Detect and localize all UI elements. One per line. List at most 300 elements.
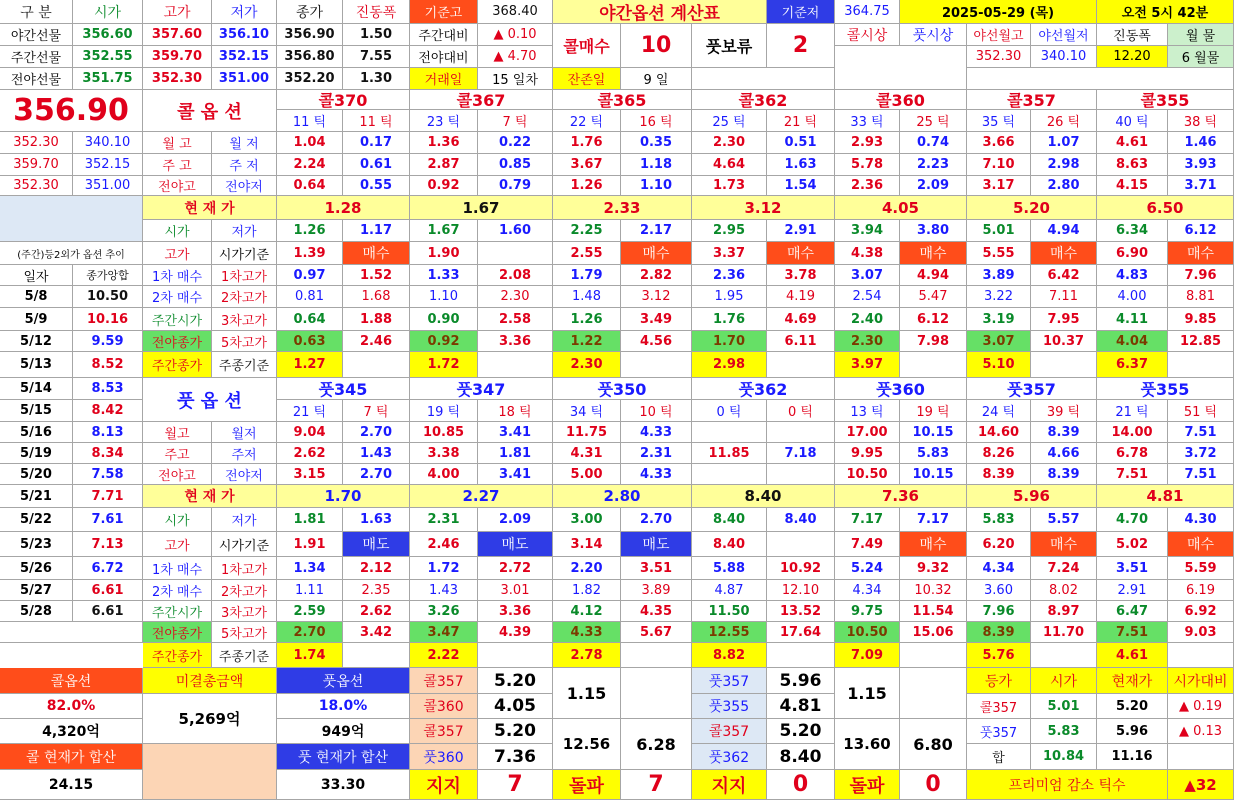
call-tier-buy: 0.81 (277, 286, 343, 308)
put-signal-badge: 매도 (343, 532, 410, 557)
history-date: 5/22 (0, 508, 73, 532)
put-tier-high: 8.97 (1031, 601, 1097, 622)
call-tier-buy: 2.30 (553, 352, 621, 378)
date-header: 일자 (0, 265, 73, 286)
history-value: 10.50 (73, 286, 143, 308)
put-tier-high: 7.24 (1031, 557, 1097, 580)
call-current-price: 1.28 (277, 196, 410, 220)
put-strike-name: 풋360 (835, 378, 967, 400)
call-tier-buy: 3.19 (967, 308, 1031, 331)
call-open: 2.95 (692, 220, 767, 242)
call-mh: 1.04 (277, 132, 343, 154)
put-nh: 10.50 (835, 464, 900, 485)
call-signal-badge: 매수 (767, 242, 835, 265)
blank (343, 643, 410, 668)
call-tier-buy: 0.63 (277, 331, 343, 352)
call-low: 4.94 (1031, 220, 1097, 242)
night-month-high-label: 야선월고 (967, 24, 1031, 46)
put-high: 8.40 (692, 532, 767, 557)
base-high-label: 기준고 (410, 0, 478, 24)
put-tier-buy: 4.34 (835, 580, 900, 601)
history-value: 10.16 (73, 308, 143, 331)
ref-low: 352.15 (73, 154, 143, 176)
call-nh: 2.36 (835, 176, 900, 196)
blank (900, 668, 967, 719)
put-nh: 3.15 (277, 464, 343, 485)
put-signal-badge: 매수 (1031, 532, 1097, 557)
call-low-label: 저가 (212, 220, 277, 242)
put-open: 5.83 (967, 508, 1031, 532)
futures-label: 주간선물 (0, 46, 73, 68)
put-tier-high: 6.92 (1168, 601, 1234, 622)
put-ml: 8.39 (1031, 422, 1097, 443)
call-wh: 2.24 (277, 154, 343, 176)
put-tier-high: 5.67 (621, 622, 692, 643)
put-signal-badge: 매도 (621, 532, 692, 557)
put-strike-name: 풋347 (410, 378, 553, 400)
call-signal-badge: 매수 (1031, 242, 1097, 265)
call-sum-label: 콜 현재가 합산 (0, 744, 143, 770)
call-tier-label: 2차 매수 (143, 286, 212, 308)
night-month-low: 340.10 (1031, 46, 1097, 68)
support-label: 지지 (410, 770, 478, 800)
call-buy-value: 10 (621, 24, 692, 68)
put-strike-name: 풋357 (967, 378, 1097, 400)
call-row-label: 주 저 (212, 154, 277, 176)
put-strike-name: 풋345 (277, 378, 410, 400)
futures-high: 352.30 (143, 68, 212, 90)
eq-open: 5.01 (1031, 694, 1097, 719)
eq-diff: ▲ 0.19 (1168, 694, 1234, 719)
call-tier-high: 10.37 (1031, 331, 1097, 352)
call-wh: 4.64 (692, 154, 767, 176)
put-open: 8.40 (692, 508, 767, 532)
call-current-price: 1.67 (410, 196, 553, 220)
call-tier-buy: 3.22 (967, 286, 1031, 308)
put-current-label: 현 재 가 (143, 485, 277, 508)
eq-open: 5.83 (1031, 719, 1097, 744)
put-current-price: 4.81 (1097, 485, 1234, 508)
break-count: 0 (900, 770, 967, 800)
blank (1031, 352, 1097, 378)
close-sum-header: 종가앙합 (73, 265, 143, 286)
put-high: 5.02 (1097, 532, 1168, 557)
put-row-label: 주고 (143, 443, 212, 464)
put-low: 5.57 (1031, 508, 1097, 532)
call-strike-name: 콜360 (835, 90, 967, 110)
call-tier-high: 12.85 (1168, 331, 1234, 352)
put-tick1: 24 틱 (967, 400, 1031, 422)
put-low: 7.17 (900, 508, 967, 532)
pair-half: 6.80 (900, 719, 967, 770)
call-tick1: 22 틱 (553, 110, 621, 132)
put-tier-buy: 4.87 (692, 580, 767, 601)
month-value: 6 월물 (1168, 46, 1234, 68)
history-date: 5/16 (0, 422, 73, 443)
call-tier-high: 1.52 (343, 265, 410, 286)
call-wh: 5.78 (835, 154, 900, 176)
pair-diff: 1.15 (835, 668, 900, 719)
call-tier-high: 6.42 (1031, 265, 1097, 286)
put-tier-buy: 1.74 (277, 643, 343, 668)
put-tier-high: 2.12 (343, 557, 410, 580)
put-tier-label: 1차고가 (212, 557, 277, 580)
put-wl: 4.66 (1031, 443, 1097, 464)
futures-high: 359.70 (143, 46, 212, 68)
put-nh: 8.39 (967, 464, 1031, 485)
put-tier-high: 2.72 (478, 557, 553, 580)
put-high: 1.91 (277, 532, 343, 557)
put-tier-label: 주종기준 (212, 643, 277, 668)
call-mh: 3.66 (967, 132, 1031, 154)
put-tier-high: 12.10 (767, 580, 835, 601)
put-tick1: 19 틱 (410, 400, 478, 422)
put-tier-buy: 3.47 (410, 622, 478, 643)
eq-current: 5.96 (1097, 719, 1168, 744)
futures-low: 351.00 (212, 68, 277, 90)
time: 오전 5시 42분 (1097, 0, 1234, 24)
put-tier-label: 3차고가 (212, 601, 277, 622)
put-wh: 2.62 (277, 443, 343, 464)
put-tier-high: 15.06 (900, 622, 967, 643)
pair-name: 풋357 (692, 668, 767, 694)
put-tier-label: 전야종가 (143, 622, 212, 643)
remaining-day-value: 9 일 (621, 68, 692, 90)
call-mh: 4.61 (1097, 132, 1168, 154)
call-tier-high: 3.49 (621, 308, 692, 331)
put-tier-buy: 4.34 (967, 557, 1031, 580)
call-signal-badge: 매수 (900, 242, 967, 265)
call-mh: 1.76 (553, 132, 621, 154)
put-tier-buy: 12.55 (692, 622, 767, 643)
base-low-label: 기준저 (767, 0, 835, 24)
call-tier-high: 7.98 (900, 331, 967, 352)
put-nh (692, 464, 767, 485)
put-tier-buy: 1.11 (277, 580, 343, 601)
put-mh: 14.00 (1097, 422, 1168, 443)
put-tier-buy: 4.33 (553, 622, 621, 643)
put-low: 1.63 (343, 508, 410, 532)
pair-name: 풋362 (692, 744, 767, 770)
history-value: 7.71 (73, 485, 143, 508)
put-nh: 5.00 (553, 464, 621, 485)
call-tier-high: 2.08 (478, 265, 553, 286)
put-pct: 18.0% (277, 694, 410, 719)
put-nl: 2.70 (343, 464, 410, 485)
premium-label: 프리미엄 감소 틱수 (967, 770, 1168, 800)
put-tier-buy: 5.76 (967, 643, 1031, 668)
put-low-label: 저가 (212, 508, 277, 532)
call-tier-label: 주종기준 (212, 352, 277, 378)
trend-title: (주간)등2외가 옵션 추이 (0, 242, 143, 265)
support-label: 지지 (692, 770, 767, 800)
put-tier-high: 2.62 (343, 601, 410, 622)
call-tier-buy: 6.37 (1097, 352, 1168, 378)
call-row-label: 주 고 (143, 154, 212, 176)
put-nl: 7.51 (1168, 464, 1234, 485)
call-tier-buy: 3.89 (967, 265, 1031, 286)
put-tier-label: 주간종가 (143, 643, 212, 668)
put-open-label: 시가 (143, 508, 212, 532)
call-ml: 0.17 (343, 132, 410, 154)
put-open: 7.17 (835, 508, 900, 532)
blank (1168, 643, 1234, 668)
call-tier-label: 1차고가 (212, 265, 277, 286)
call-row-label: 월 고 (143, 132, 212, 154)
call-market-label: 콜시상 (835, 24, 900, 46)
put-current-price: 1.70 (277, 485, 410, 508)
put-high: 7.49 (835, 532, 900, 557)
call-pct: 82.0% (0, 694, 143, 719)
put-tick2: 10 틱 (621, 400, 692, 422)
call-tier-buy: 2.40 (835, 308, 900, 331)
history-date: 5/28 (0, 601, 73, 622)
call-tier-high: 9.85 (1168, 308, 1234, 331)
call-tier-high: 5.47 (900, 286, 967, 308)
call-tick2: 21 틱 (767, 110, 835, 132)
put-market-label: 풋시상 (900, 24, 967, 46)
call-high: 1.39 (277, 242, 343, 265)
put-high: 6.20 (967, 532, 1031, 557)
call-signal-badge (478, 242, 553, 265)
call-tier-label: 3차고가 (212, 308, 277, 331)
blank (767, 352, 835, 378)
header-col-label: 시가 (73, 0, 143, 24)
blank (621, 352, 692, 378)
history-date: 5/9 (0, 308, 73, 331)
pair-sum: 12.56 (553, 719, 621, 770)
header-col-label: 고가 (143, 0, 212, 24)
history-date: 5/12 (0, 331, 73, 352)
call-tier-buy: 1.76 (692, 308, 767, 331)
call-tier-high: 2.58 (478, 308, 553, 331)
call-tick1: 40 틱 (1097, 110, 1168, 132)
history-date: 5/8 (0, 286, 73, 308)
call-high: 1.90 (410, 242, 478, 265)
put-signal-badge (767, 532, 835, 557)
blank (0, 622, 143, 643)
call-tier-high: 7.11 (1031, 286, 1097, 308)
call-wl: 0.85 (478, 154, 553, 176)
call-mh: 1.36 (410, 132, 478, 154)
put-tier-high: 4.35 (621, 601, 692, 622)
night-month-high: 352.30 (967, 46, 1031, 68)
call-open: 6.34 (1097, 220, 1168, 242)
futures-low: 352.15 (212, 46, 277, 68)
put-tier-label: 5차고가 (212, 622, 277, 643)
call-open-label: 시가 (143, 220, 212, 242)
put-mh (692, 422, 767, 443)
put-nl (767, 464, 835, 485)
ref-high: 352.30 (0, 132, 73, 154)
put-tier-high: 9.32 (900, 557, 967, 580)
pair-value: 4.81 (767, 694, 835, 719)
history-value: 7.61 (73, 508, 143, 532)
call-current-price: 3.12 (692, 196, 835, 220)
put-current-price: 8.40 (692, 485, 835, 508)
history-value: 9.59 (73, 331, 143, 352)
put-tier-buy: 4.61 (1097, 643, 1168, 668)
call-tick2: 38 틱 (1168, 110, 1234, 132)
call-tier-high: 7.96 (1168, 265, 1234, 286)
call-tick1: 23 틱 (410, 110, 478, 132)
call-row-label: 전야저 (212, 176, 277, 196)
put-tier-buy: 2.78 (553, 643, 621, 668)
put-mh: 10.85 (410, 422, 478, 443)
put-wh: 6.78 (1097, 443, 1168, 464)
put-tier-label: 2차고가 (212, 580, 277, 601)
futures-close: 356.80 (277, 46, 343, 68)
blank (621, 643, 692, 668)
blank (692, 68, 835, 90)
put-low: 2.70 (621, 508, 692, 532)
futures-open: 351.75 (73, 68, 143, 90)
call-tick2: 7 틱 (478, 110, 553, 132)
blank (478, 643, 553, 668)
put-tier-high: 3.42 (343, 622, 410, 643)
put-wh: 11.85 (692, 443, 767, 464)
history-value: 8.53 (73, 378, 143, 400)
call-tick2: 11 틱 (343, 110, 410, 132)
call-tier-high: 2.46 (343, 331, 410, 352)
history-date: 5/26 (0, 557, 73, 580)
put-tier-buy: 2.70 (277, 622, 343, 643)
call-low: 2.17 (621, 220, 692, 242)
put-tier-buy: 1.34 (277, 557, 343, 580)
put-tier-high: 6.19 (1168, 580, 1234, 601)
put-hold-value: 2 (767, 24, 835, 68)
put-ml: 10.15 (900, 422, 967, 443)
put-tier-buy: 2.20 (553, 557, 621, 580)
put-tier-buy: 3.26 (410, 601, 478, 622)
call-tier-buy: 3.07 (967, 331, 1031, 352)
call-tick1: 35 틱 (967, 110, 1031, 132)
put-tier-buy: 8.82 (692, 643, 767, 668)
call-ml: 0.22 (478, 132, 553, 154)
history-value: 8.34 (73, 443, 143, 464)
header-col-label: 종가 (277, 0, 343, 24)
call-wh: 8.63 (1097, 154, 1168, 176)
put-tick2: 39 틱 (1031, 400, 1097, 422)
put-high: 2.46 (410, 532, 478, 557)
call-tier-high: 8.81 (1168, 286, 1234, 308)
history-date: 5/21 (0, 485, 73, 508)
put-sum: 33.30 (277, 770, 410, 800)
call-open: 3.94 (835, 220, 900, 242)
sheet-title: 야간옵션 계산표 (553, 0, 767, 24)
call-strike-name: 콜367 (410, 90, 553, 110)
call-nl: 1.54 (767, 176, 835, 196)
blank (1168, 352, 1234, 378)
put-high: 3.14 (553, 532, 621, 557)
call-high: 2.55 (553, 242, 621, 265)
call-nl: 3.71 (1168, 176, 1234, 196)
call-tier-high: 2.82 (621, 265, 692, 286)
call-tier-label: 주간종가 (143, 352, 212, 378)
put-open: 1.81 (277, 508, 343, 532)
call-open: 5.01 (967, 220, 1031, 242)
put-nl: 8.39 (1031, 464, 1097, 485)
put-tier-buy: 7.09 (835, 643, 900, 668)
call-tier-high: 3.36 (478, 331, 553, 352)
put-tick2: 51 틱 (1168, 400, 1234, 422)
history-value: 8.52 (73, 352, 143, 378)
weekly-diff-value: ▲ 0.10 (478, 24, 553, 46)
blank (835, 46, 967, 90)
put-ml: 4.33 (621, 422, 692, 443)
put-wh: 8.26 (967, 443, 1031, 464)
call-tier-buy: 1.33 (410, 265, 478, 286)
call-buy-label: 콜매수 (553, 24, 621, 68)
put-strike-name: 풋362 (692, 378, 835, 400)
call-tick1: 11 틱 (277, 110, 343, 132)
put-wl: 3.72 (1168, 443, 1234, 464)
call-signal-badge: 매수 (621, 242, 692, 265)
call-tier-high: 4.94 (900, 265, 967, 286)
call-strike-name: 콜357 (967, 90, 1097, 110)
put-tier-label: 주간시가 (143, 601, 212, 622)
put-nl: 3.41 (478, 464, 553, 485)
call-low: 3.80 (900, 220, 967, 242)
call-tier-buy: 1.22 (553, 331, 621, 352)
history-value: 6.72 (73, 557, 143, 580)
call-tier-high: 1.88 (343, 308, 410, 331)
call-sum: 24.15 (0, 770, 143, 800)
put-wl: 2.31 (621, 443, 692, 464)
big-price: 356.90 (0, 90, 143, 132)
put-wh: 9.95 (835, 443, 900, 464)
blank (900, 643, 967, 668)
call-nh: 1.73 (692, 176, 767, 196)
put-tier-buy: 8.39 (967, 622, 1031, 643)
blank (967, 68, 1234, 90)
call-current-price: 4.05 (835, 196, 967, 220)
eq-current: 5.20 (1097, 694, 1168, 719)
put-row-label: 월저 (212, 422, 277, 443)
put-tick1: 13 틱 (835, 400, 900, 422)
pair-name: 풋360 (410, 744, 478, 770)
call-tick2: 25 틱 (900, 110, 967, 132)
put-tier-high: 2.35 (343, 580, 410, 601)
call-mh: 2.93 (835, 132, 900, 154)
call-tier-buy: 4.11 (1097, 308, 1168, 331)
ref-high: 352.30 (0, 176, 73, 196)
put-tier-buy: 2.59 (277, 601, 343, 622)
put-tier-high: 3.51 (621, 557, 692, 580)
call-row-label: 전야고 (143, 176, 212, 196)
remaining-day-label: 잔존일 (553, 68, 621, 90)
futures-high: 357.60 (143, 24, 212, 46)
call-tier-label: 5차고가 (212, 331, 277, 352)
call-current-label: 현 재 가 (143, 196, 277, 220)
call-nl: 0.55 (343, 176, 410, 196)
call-high: 5.55 (967, 242, 1031, 265)
put-tick1: 0 틱 (692, 400, 767, 422)
call-current-price: 2.33 (553, 196, 692, 220)
call-tier-label: 주간시가 (143, 308, 212, 331)
call-tier-buy: 2.36 (692, 265, 767, 286)
put-ml: 2.70 (343, 422, 410, 443)
swing-value: 12.20 (1097, 46, 1168, 68)
eq-diff (1168, 744, 1234, 770)
break-label: 돌파 (553, 770, 621, 800)
call-strike-name: 콜362 (692, 90, 835, 110)
call-tier-buy: 2.30 (835, 331, 900, 352)
put-tier-high: 13.52 (767, 601, 835, 622)
ref-low: 340.10 (73, 132, 143, 154)
put-current-price: 7.36 (835, 485, 967, 508)
pair-value: 7.36 (478, 744, 553, 770)
